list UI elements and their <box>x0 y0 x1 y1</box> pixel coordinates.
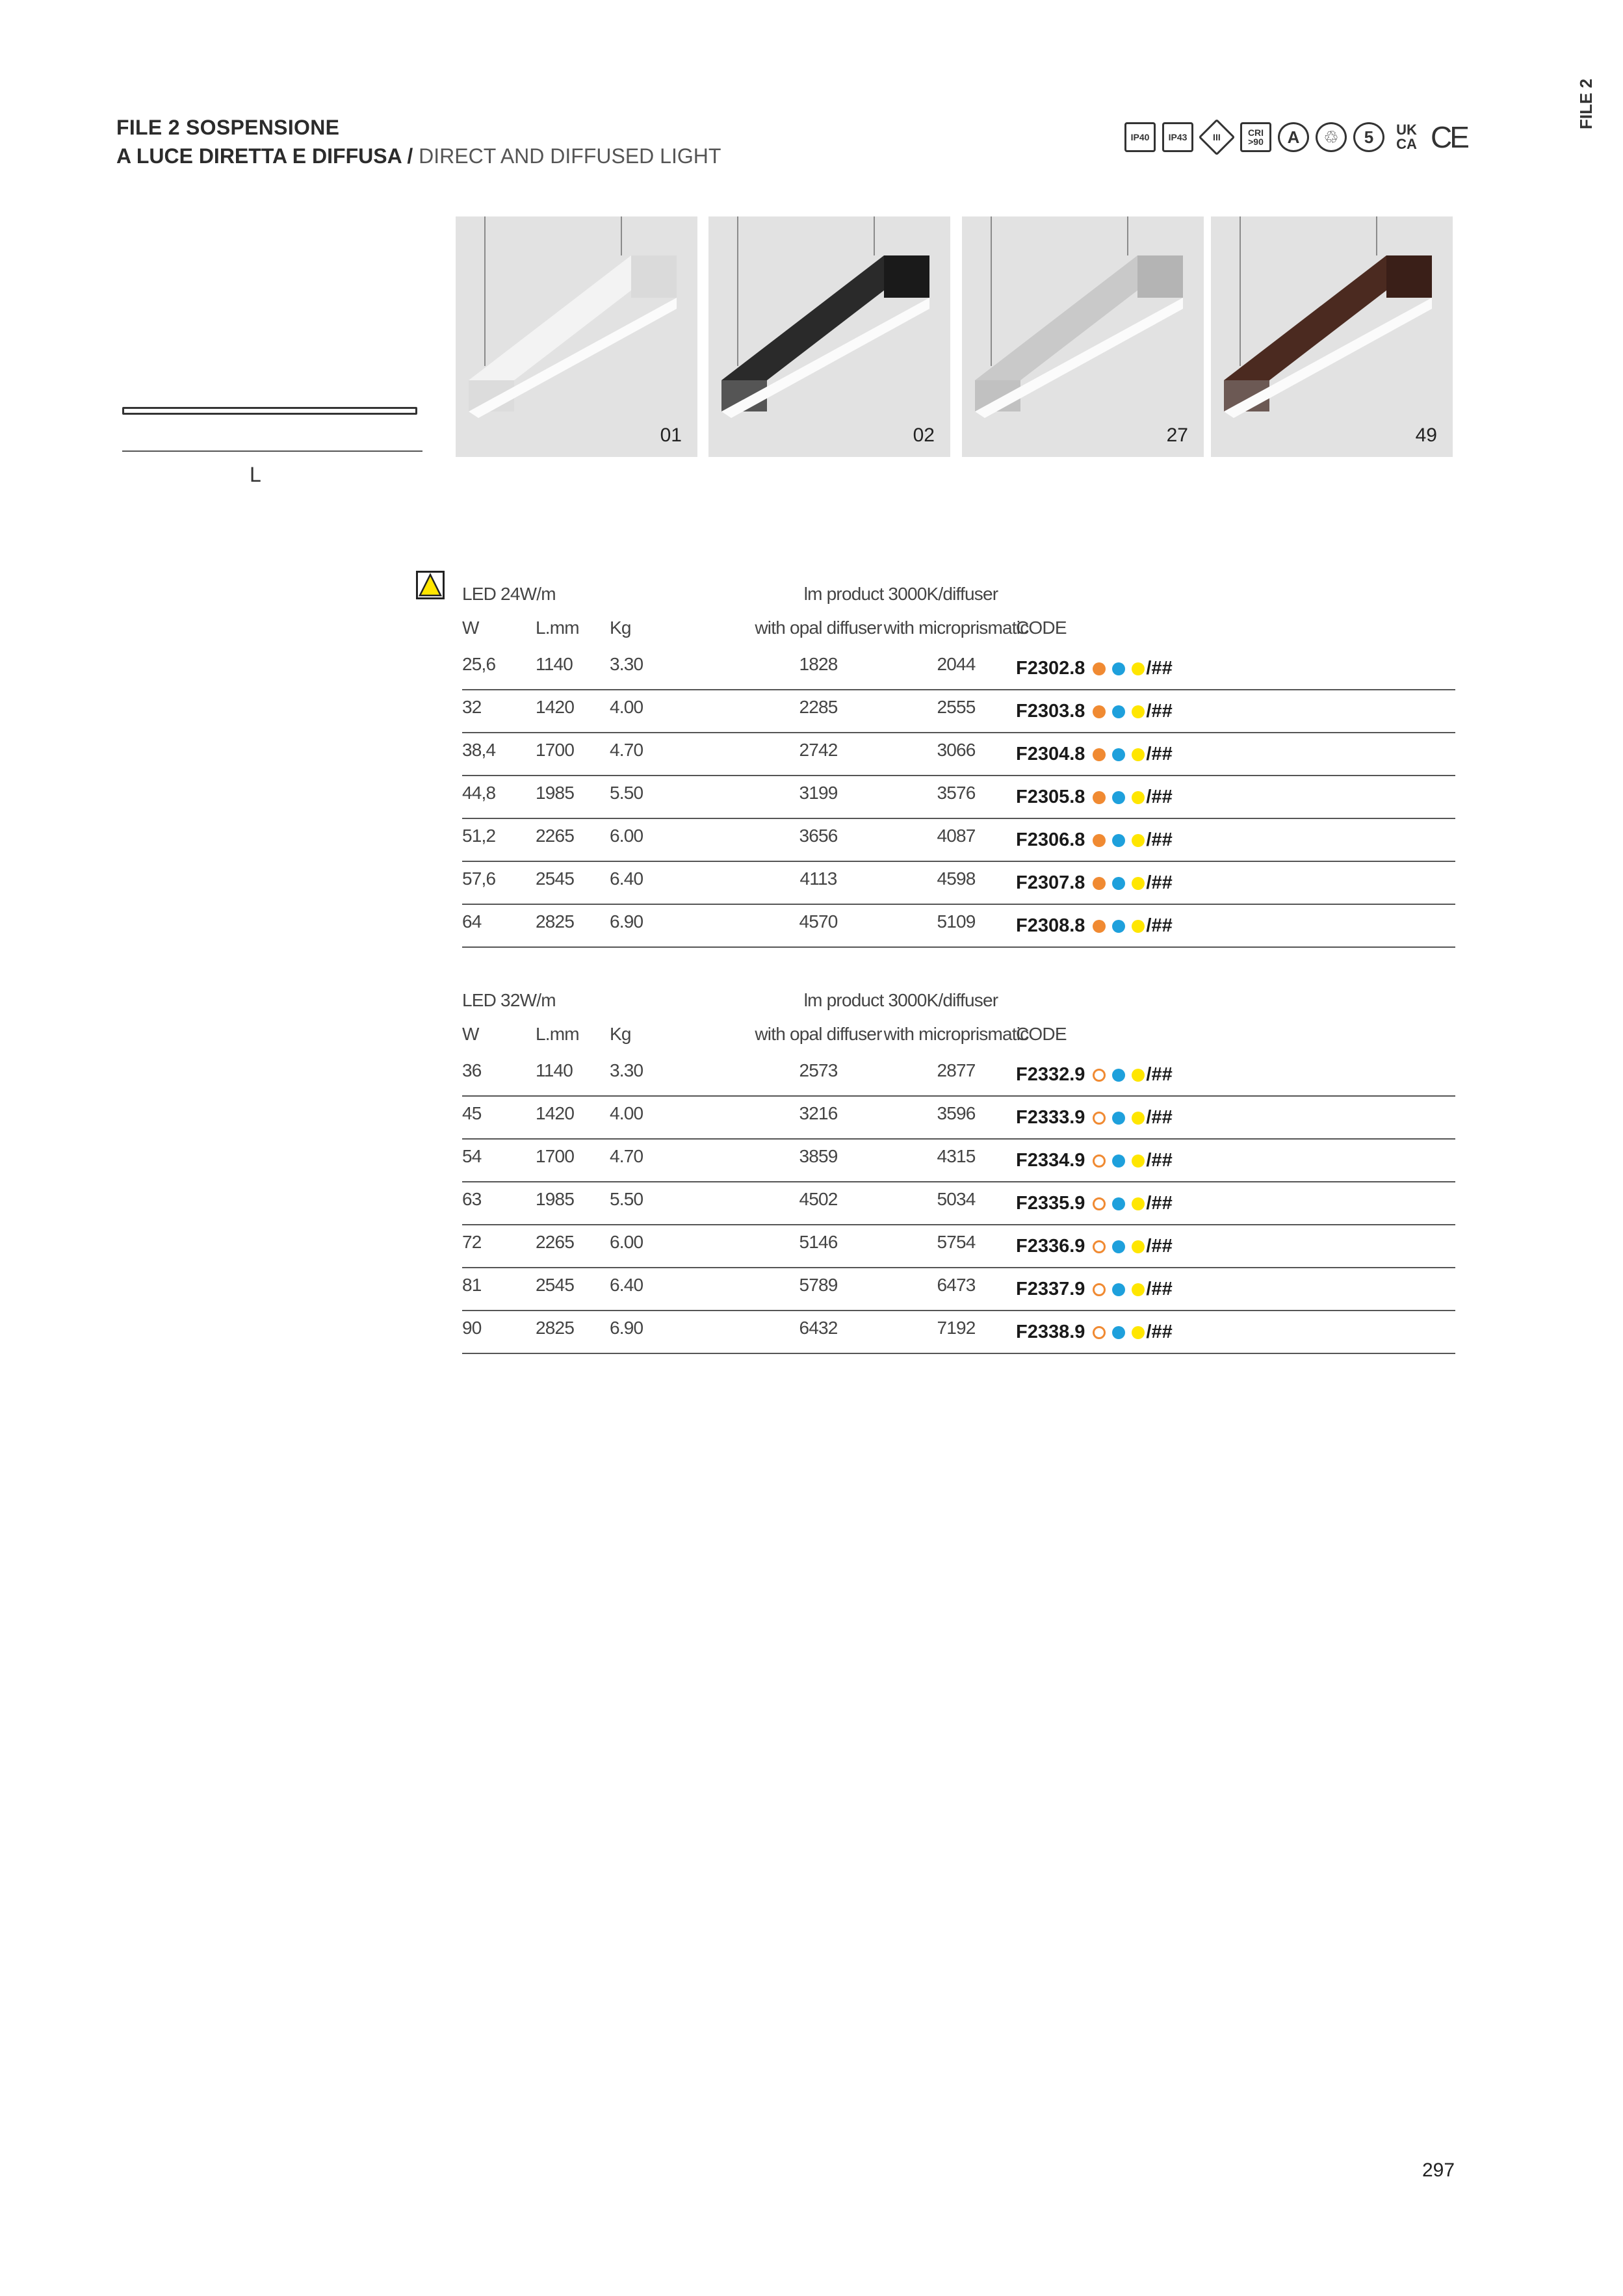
cell-watts: 38,4 <box>462 740 496 760</box>
color-temp-dot-blue <box>1112 705 1125 718</box>
header-kg: Kg <box>610 1024 631 1044</box>
product-photo-finish <box>1211 216 1453 457</box>
table-row <box>462 905 1455 948</box>
finish-suffix: /## <box>1146 658 1173 679</box>
color-temp-dot-blue <box>1112 1069 1125 1082</box>
table-row <box>462 1225 1455 1268</box>
color-temp-dot-orange <box>1093 1197 1106 1210</box>
header-code: CODE <box>1016 1024 1067 1044</box>
class-iii-icon <box>1199 119 1236 156</box>
lamp-end-cap <box>631 255 677 298</box>
color-temp-dot-yellow <box>1132 1155 1145 1168</box>
cell-lumen-micro: 5109 <box>937 911 976 932</box>
cell-lumen-opal: 6432 <box>799 1318 838 1338</box>
color-temp-dot-orange <box>1093 1326 1106 1339</box>
cell-length: 1700 <box>536 1146 575 1166</box>
product-code: F2304.8 <box>1016 744 1085 764</box>
color-temp-dot-yellow <box>1132 1197 1145 1210</box>
color-temp-dot-orange <box>1093 1240 1106 1253</box>
header-micro: with microprismatic <box>883 618 1029 638</box>
table-body <box>462 1054 1455 1354</box>
lumen-title: lm product 3000K/diffuser <box>803 584 998 604</box>
lamp-end-cap <box>884 255 929 298</box>
cell-code <box>1016 1279 1173 1300</box>
table-row <box>462 862 1455 905</box>
cell-lumen-opal: 3656 <box>799 826 838 846</box>
cell-lumen-micro: 2555 <box>937 697 976 717</box>
cell-weight: 6.40 <box>610 868 643 889</box>
color-temp-dot-orange <box>1093 1283 1106 1296</box>
ukca-icon: UK CA <box>1396 122 1417 152</box>
header-micro: with microprismatic <box>883 1024 1029 1044</box>
color-temp-dot-blue <box>1112 1112 1125 1125</box>
color-temp-dot-yellow <box>1132 1326 1145 1339</box>
cell-code <box>1016 1193 1173 1214</box>
color-temp-dot-yellow <box>1132 834 1145 847</box>
header-opal: with opal diffuser <box>755 618 882 638</box>
cell-lumen-micro: 3596 <box>937 1103 976 1123</box>
pendant-lamp-illustration <box>456 216 697 457</box>
section-side-label: FILE 2 <box>1576 79 1596 130</box>
product-code: F2338.9 <box>1016 1322 1085 1342</box>
table-row <box>462 1140 1455 1182</box>
pendant-lamp-illustration <box>1211 216 1453 457</box>
cell-weight: 5.50 <box>610 783 643 803</box>
cell-watts: 81 <box>462 1275 482 1295</box>
table-title: LED 32W/m <box>462 990 556 1010</box>
cell-weight: 5.50 <box>610 1189 643 1209</box>
cell-weight: 6.90 <box>610 1318 643 1338</box>
product-photo-finish <box>962 216 1204 457</box>
color-temp-dot-yellow <box>1132 748 1145 761</box>
cell-lumen-micro: 5034 <box>937 1189 976 1209</box>
table-row <box>462 733 1455 776</box>
cell-lumen-opal: 4113 <box>799 868 837 889</box>
table-header-row <box>462 611 1455 647</box>
color-temp-dot-yellow <box>1132 920 1145 933</box>
color-temp-dot-orange <box>1093 834 1106 847</box>
cell-code <box>1016 1236 1173 1257</box>
warning-triangle-icon <box>418 573 443 597</box>
cell-code <box>1016 1064 1173 1086</box>
table-title: LED 24W/m <box>462 584 556 604</box>
header-w: W <box>462 618 479 638</box>
table-title-row <box>462 984 1455 1017</box>
cell-code <box>1016 744 1173 765</box>
cell-length: 2265 <box>536 1232 575 1252</box>
cell-code <box>1016 1322 1173 1343</box>
table-title-row <box>462 577 1455 611</box>
finish-code: 02 <box>913 424 935 446</box>
cell-lumen-opal: 3216 <box>799 1103 838 1123</box>
table-row <box>462 1268 1455 1311</box>
cell-watts: 72 <box>462 1232 482 1252</box>
cell-length: 1420 <box>536 697 575 717</box>
certification-icons <box>1124 118 1469 156</box>
finish-suffix: /## <box>1146 1107 1173 1128</box>
header-code: CODE <box>1016 618 1067 638</box>
cell-watts: 44,8 <box>462 783 496 803</box>
cell-watts: 36 <box>462 1060 482 1080</box>
energy-class-a-icon: A <box>1278 122 1309 152</box>
cell-lumen-opal: 2285 <box>799 697 838 717</box>
color-temp-dot-yellow <box>1132 662 1145 675</box>
table-row <box>462 647 1455 690</box>
cell-lumen-micro: 3576 <box>937 783 976 803</box>
cell-lumen-micro: 7192 <box>937 1318 976 1338</box>
cell-watts: 54 <box>462 1146 482 1166</box>
product-code: F2335.9 <box>1016 1193 1085 1214</box>
cell-lumen-opal: 5146 <box>799 1232 838 1252</box>
color-temp-dot-orange <box>1093 1112 1106 1125</box>
subtitle-italian: A LUCE DIRETTA E DIFFUSA / <box>116 144 413 168</box>
cell-length: 2825 <box>536 1318 575 1338</box>
cell-weight: 4.70 <box>610 740 643 760</box>
cell-code <box>1016 787 1173 808</box>
cell-weight: 6.00 <box>610 1232 643 1252</box>
finish-suffix: /## <box>1146 787 1173 807</box>
finish-suffix: /## <box>1146 1064 1173 1085</box>
cell-weight: 4.70 <box>610 1146 643 1166</box>
cell-code <box>1016 701 1173 722</box>
color-temp-dot-orange <box>1093 705 1106 718</box>
cell-watts: 63 <box>462 1189 482 1209</box>
color-temp-dot-blue <box>1112 1326 1125 1339</box>
finish-suffix: /## <box>1146 744 1173 764</box>
product-code: F2336.9 <box>1016 1236 1085 1257</box>
color-temp-dot-blue <box>1112 1240 1125 1253</box>
color-temp-dot-yellow <box>1132 1240 1145 1253</box>
finish-suffix: /## <box>1146 829 1173 850</box>
cell-weight: 6.40 <box>610 1275 643 1295</box>
cell-watts: 51,2 <box>462 826 496 846</box>
table-row <box>462 776 1455 819</box>
color-temp-dot-blue <box>1112 920 1125 933</box>
cell-length: 1140 <box>536 654 573 674</box>
table-row <box>462 1182 1455 1225</box>
cell-lumen-micro: 4598 <box>937 868 976 889</box>
finish-suffix: /## <box>1146 1193 1173 1214</box>
table-row <box>462 1054 1455 1097</box>
color-temp-dot-blue <box>1112 1283 1125 1296</box>
cell-length: 1140 <box>536 1060 573 1080</box>
cell-length: 1985 <box>536 783 575 803</box>
product-code: F2307.8 <box>1016 872 1085 893</box>
lamp-end-cap <box>1386 255 1432 298</box>
spec-table-24w <box>462 577 1455 948</box>
finish-suffix: /## <box>1146 1279 1173 1299</box>
finish-suffix: /## <box>1146 1236 1173 1257</box>
table-row <box>462 1097 1455 1140</box>
product-code: F2302.8 <box>1016 658 1085 679</box>
pendant-lamp-illustration <box>962 216 1204 457</box>
cell-length: 2265 <box>536 826 575 846</box>
lumen-title: lm product 3000K/diffuser <box>803 990 998 1010</box>
color-temp-dot-orange <box>1093 1069 1106 1082</box>
cell-lumen-opal: 1828 <box>799 654 838 674</box>
color-temp-dot-blue <box>1112 877 1125 890</box>
cell-length: 2545 <box>536 1275 575 1295</box>
cell-weight: 4.00 <box>610 1103 643 1123</box>
cell-lumen-micro: 6473 <box>937 1275 976 1295</box>
cell-watts: 64 <box>462 911 482 932</box>
cell-watts: 32 <box>462 697 482 717</box>
color-temp-dot-yellow <box>1132 1069 1145 1082</box>
product-code: F2334.9 <box>1016 1150 1085 1171</box>
cell-lumen-opal: 2573 <box>799 1060 838 1080</box>
cell-watts: 25,6 <box>462 654 496 674</box>
color-temp-dot-yellow <box>1132 1112 1145 1125</box>
cell-code <box>1016 1150 1173 1171</box>
color-temp-dot-blue <box>1112 748 1125 761</box>
cell-code <box>1016 915 1173 937</box>
product-code: F2305.8 <box>1016 787 1085 807</box>
color-temp-dot-blue <box>1112 662 1125 675</box>
cell-lumen-micro: 3066 <box>937 740 976 760</box>
color-temp-dot-blue <box>1112 791 1125 804</box>
table-row <box>462 819 1455 862</box>
color-temp-dot-blue <box>1112 1155 1125 1168</box>
header-w: W <box>462 1024 479 1044</box>
cell-lumen-micro: 4087 <box>937 826 976 846</box>
spec-table-32w <box>462 984 1455 1354</box>
color-temp-dot-orange <box>1093 920 1106 933</box>
product-code: F2332.9 <box>1016 1064 1085 1085</box>
product-title: FILE 2 SOSPENSIONE <box>116 116 340 139</box>
cell-weight: 3.30 <box>610 1060 643 1080</box>
ip43-icon: IP43 <box>1162 122 1193 152</box>
color-temp-dot-blue <box>1112 834 1125 847</box>
cell-lumen-opal: 3859 <box>799 1146 838 1166</box>
header-opal: with opal diffuser <box>755 1024 882 1044</box>
cell-lumen-opal: 3199 <box>799 783 838 803</box>
table-body <box>462 647 1455 948</box>
cell-length: 2545 <box>536 868 575 889</box>
cell-code <box>1016 1107 1173 1128</box>
finish-suffix: /## <box>1146 1322 1173 1342</box>
finish-code: 49 <box>1415 424 1437 446</box>
color-temp-dot-yellow <box>1132 1283 1145 1296</box>
cell-length: 2825 <box>536 911 575 932</box>
color-temp-dot-yellow <box>1132 791 1145 804</box>
ce-icon: CE <box>1431 120 1467 154</box>
color-temp-dot-yellow <box>1132 877 1145 890</box>
finish-code: 01 <box>660 424 682 446</box>
cell-length: 1985 <box>536 1189 575 1209</box>
cell-lumen-micro: 5754 <box>937 1232 976 1252</box>
cell-watts: 45 <box>462 1103 482 1123</box>
header-kg: Kg <box>610 618 631 638</box>
subtitle-english: DIRECT AND DIFFUSED LIGHT <box>413 144 721 168</box>
cell-weight: 6.90 <box>610 911 643 932</box>
class-iii-label: III <box>1213 131 1221 142</box>
dimension-label: L <box>250 463 261 486</box>
header-length: L.mm <box>536 1024 579 1044</box>
dimension-line <box>122 450 422 452</box>
cri-icon: CRI >90 <box>1240 122 1271 152</box>
table-header-row <box>462 1017 1455 1054</box>
product-code: F2333.9 <box>1016 1107 1085 1128</box>
finish-suffix: /## <box>1146 701 1173 722</box>
recycle-icon: ♲ <box>1316 122 1347 152</box>
cell-lumen-opal: 2742 <box>799 740 838 760</box>
product-photo-finish <box>708 216 950 457</box>
cell-weight: 6.00 <box>610 826 643 846</box>
table-row <box>462 690 1455 733</box>
color-temp-dot-blue <box>1112 1197 1125 1210</box>
ip40-icon: IP40 <box>1124 122 1156 152</box>
color-temp-dot-orange <box>1093 877 1106 890</box>
color-temp-dot-orange <box>1093 748 1106 761</box>
product-code: F2308.8 <box>1016 915 1085 936</box>
product-photo-finish <box>456 216 697 457</box>
color-temp-dot-orange <box>1093 791 1106 804</box>
cell-code <box>1016 872 1173 894</box>
cell-lumen-micro: 2877 <box>937 1060 976 1080</box>
finish-suffix: /## <box>1146 1150 1173 1171</box>
table-row <box>462 1311 1455 1354</box>
cell-watts: 90 <box>462 1318 482 1338</box>
product-code: F2303.8 <box>1016 701 1085 722</box>
color-temp-dot-orange <box>1093 1155 1106 1168</box>
cell-lumen-opal: 4570 <box>799 911 838 932</box>
cell-watts: 57,6 <box>462 868 496 889</box>
pendant-lamp-illustration <box>708 216 950 457</box>
cell-code <box>1016 658 1173 679</box>
finish-suffix: /## <box>1146 872 1173 893</box>
cell-lumen-opal: 5789 <box>799 1275 838 1295</box>
color-temp-dot-yellow <box>1132 705 1145 718</box>
page-number: 297 <box>1422 2159 1455 2181</box>
cell-length: 1420 <box>536 1103 575 1123</box>
cell-weight: 4.00 <box>610 697 643 717</box>
header-length: L.mm <box>536 618 579 638</box>
product-code: F2306.8 <box>1016 829 1085 850</box>
product-code: F2337.9 <box>1016 1279 1085 1299</box>
lamp-end-cap <box>1137 255 1183 298</box>
cell-weight: 3.30 <box>610 654 643 674</box>
color-temp-dot-orange <box>1093 662 1106 675</box>
cell-lumen-micro: 2044 <box>937 654 976 674</box>
cell-length: 1700 <box>536 740 575 760</box>
warranty-5-icon: 5 <box>1353 122 1384 152</box>
finish-suffix: /## <box>1146 915 1173 936</box>
profile-drawing <box>122 407 417 415</box>
product-subtitle <box>116 144 721 168</box>
cell-lumen-opal: 4502 <box>799 1189 838 1209</box>
cell-lumen-micro: 4315 <box>937 1146 976 1166</box>
finish-code: 27 <box>1166 424 1188 446</box>
cell-code <box>1016 829 1173 851</box>
warning-icon <box>416 571 445 599</box>
